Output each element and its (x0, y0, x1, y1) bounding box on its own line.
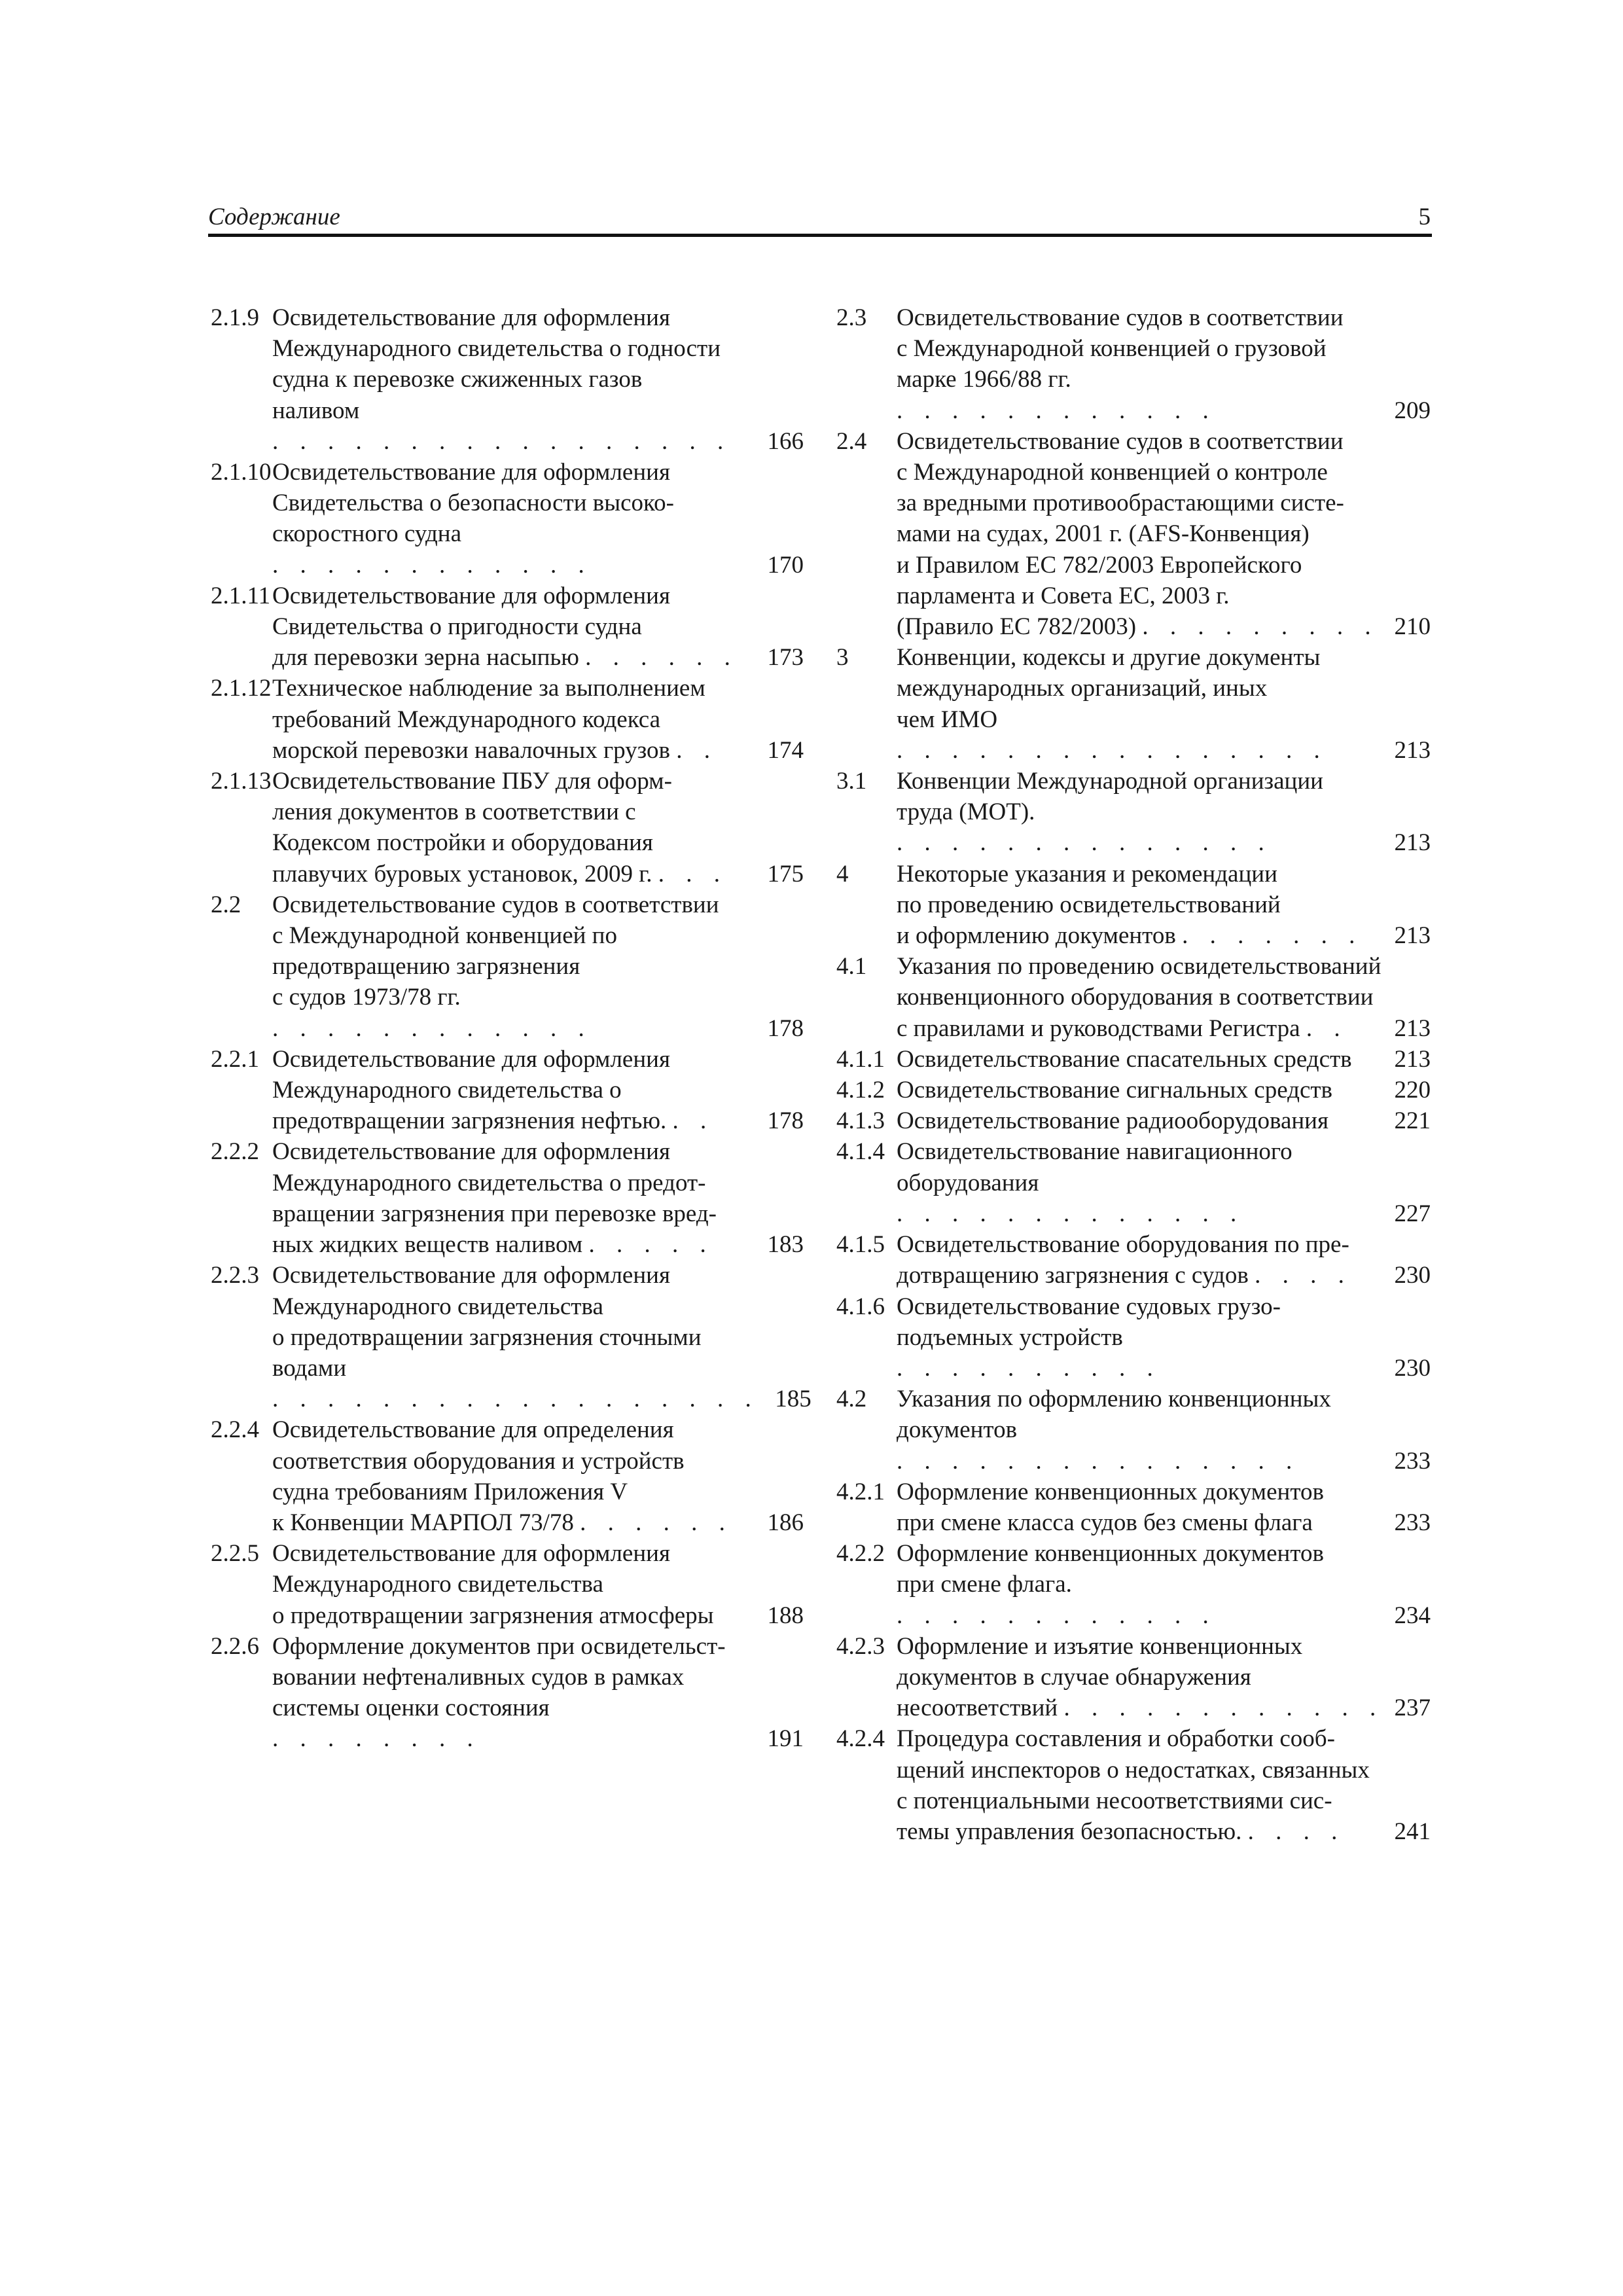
toc-entry-number: 2.1.12 (211, 675, 272, 702)
dot-leader: . . (672, 1107, 715, 1135)
toc-entry-title-wrap (897, 859, 1391, 952)
toc-entry-title: Освидетельствование для оформления Свидетельства о безопасности высоко- скоростного судна (272, 459, 674, 548)
toc-entry-page: 166 (767, 427, 804, 455)
toc-entry-number: 2.1.9 (211, 304, 259, 331)
toc-entry[interactable] (211, 1136, 804, 1260)
toc-entry-number: 4 (836, 860, 849, 888)
toc-entry-title-wrap (897, 1291, 1391, 1384)
toc-entry-page: 191 (767, 1725, 804, 1753)
toc-entry[interactable] (836, 1477, 1431, 1538)
running-head (208, 200, 1431, 234)
toc-entry-number: 4.2 (836, 1386, 867, 1413)
toc-entry-number: 2.2.3 (211, 1262, 259, 1289)
toc-entry[interactable] (211, 1538, 804, 1631)
toc-left-column (211, 302, 812, 1755)
toc-entry-title: Освидетельствование навигационного оборудования (897, 1138, 1293, 1196)
toc-entry-number: 4.2.4 (836, 1725, 885, 1753)
toc-entry-title: Освидетельствование для определения соответствия оборудования и устройств судна требованиям Приложения V к Конвенции МАРПОЛ 73/78 (272, 1416, 685, 1536)
toc-entry-title: Освидетельствование сигнальных средств (897, 1077, 1333, 1104)
toc-entry-number: 2.2.1 (211, 1045, 259, 1073)
toc-entry-number: 4.1.4 (836, 1138, 885, 1166)
toc-entry-title-wrap (897, 1229, 1391, 1291)
toc-entry[interactable] (836, 766, 1431, 859)
dot-leader: . . . . . . . . . . . . . (897, 1200, 1245, 1227)
dot-leader: . . . . . . . . . . . . (897, 1602, 1217, 1629)
dot-leader: . . . . . . . . . . . . . . . (897, 1447, 1300, 1475)
toc-entry-title-wrap (897, 1538, 1391, 1631)
toc-entry[interactable] (836, 1538, 1431, 1631)
dot-leader: . . . . . . . . . (1142, 613, 1379, 641)
dot-leader: . . . . . . . . . . . . . . . . . (272, 427, 732, 455)
toc-entry-page: 175 (767, 860, 804, 888)
dot-leader: . . . . . . . . (272, 1725, 481, 1753)
toc-entry-title: Оформление конвенционных документов при смене класса судов без смены флага (897, 1478, 1324, 1536)
toc-entry-page: 178 (767, 1014, 804, 1042)
dot-leader: . . . . (1255, 1262, 1352, 1289)
toc-entry-number: 4.1.2 (836, 1077, 885, 1104)
toc-entry-title: Указания по оформлению конвенционных документов (897, 1386, 1331, 1444)
toc-entry-number: 2.2 (211, 891, 241, 918)
toc-entry-page: 227 (1394, 1200, 1431, 1227)
toc-entry-title: Конвенции, кодексы и другие документы международных организаций, иных чем ИМО (897, 644, 1321, 733)
toc-entry-number: 3.1 (836, 768, 867, 795)
toc-right-column (836, 302, 1431, 1847)
toc-entry-title-wrap (897, 642, 1391, 766)
header-rule (208, 234, 1432, 237)
toc-entry-title-wrap (897, 1631, 1391, 1724)
toc-entry-title-wrap (272, 302, 751, 457)
dot-leader: . . (1306, 1014, 1348, 1042)
dot-leader: . . . . . . . . . . . . . . (897, 829, 1272, 857)
toc-entry-page: 186 (767, 1509, 804, 1536)
toc-entry-number: 4.1.5 (836, 1231, 885, 1259)
toc-entry-number: 2.1.10 (211, 459, 272, 486)
toc-entry[interactable] (211, 1414, 804, 1538)
toc-entry[interactable] (836, 642, 1431, 766)
toc-entry[interactable] (836, 1075, 1431, 1105)
toc-entry-page: 220 (1394, 1077, 1431, 1104)
toc-entry-number: 3 (836, 644, 849, 672)
toc-entry-number: 4.1.3 (836, 1107, 885, 1135)
toc-entry-title: Некоторые указания и рекомендации по проведению освидетельствований и оформлению документов (897, 860, 1281, 950)
toc-entry-title: Оформление и изъятие конвенционных документов в случае обнаружения несоответствий (897, 1632, 1303, 1722)
toc-entry-number: 4.2.2 (836, 1540, 885, 1568)
toc-entry[interactable] (836, 426, 1431, 642)
toc-entry-title-wrap (272, 581, 751, 673)
toc-entry-number: 2.4 (836, 427, 867, 455)
toc-entry-page: 233 (1394, 1447, 1431, 1475)
toc-entry-title: Освидетельствование для оформления Международного свидетельства о годности судна к перевозке сжиженных газов наливом (272, 304, 721, 424)
toc-entry-title: Освидетельствование для оформления Международного свидетельства о предотвращении загрязнения нефтью. (272, 1045, 670, 1135)
toc-entry-title-wrap (272, 1136, 751, 1260)
toc-entry-title: Оформление документов при освидетельст- вовании нефтеналивных судов в рамках системы оценки состояния (272, 1632, 726, 1722)
toc-entry-page: 230 (1394, 1354, 1431, 1382)
toc-entry-page: 209 (1394, 397, 1431, 424)
toc-entry-title-wrap (272, 457, 751, 581)
toc-entry-page: 183 (767, 1231, 804, 1259)
toc-entry-page: 237 (1394, 1695, 1431, 1722)
toc-entry-title-wrap (897, 302, 1391, 426)
toc-entry-number: 2.1.11 (211, 582, 271, 609)
toc-entry[interactable] (836, 1384, 1431, 1477)
toc-entry-number: 2.2.4 (211, 1416, 259, 1444)
dot-leader: . . . . . . (580, 1509, 733, 1536)
toc-entry-page: 170 (767, 551, 804, 579)
toc-entry-title: Освидетельствование судовых грузо- подъемных устройств (897, 1293, 1281, 1351)
dot-leader: . . . . (1247, 1818, 1346, 1845)
toc-entry-title-wrap (272, 1260, 759, 1414)
toc-entry-title-wrap (897, 1723, 1391, 1847)
dot-leader: . . . . . (588, 1231, 714, 1259)
toc-entry[interactable] (211, 302, 804, 457)
toc-entry-title: Техническое наблюдение за выполнением требований Международного кодекса морской перевозки навалочных грузов (272, 675, 705, 764)
toc-entry-page: 213 (1394, 736, 1431, 764)
toc-entry[interactable] (836, 859, 1431, 952)
toc-entry-number: 2.2.2 (211, 1138, 259, 1166)
toc-entry-title: Освидетельствование для оформления Международного свидетельства о предотвращении загрязнения атмосферы (272, 1540, 714, 1629)
dot-leader: . . . . . . . . . . . . . . . . . . (272, 1386, 759, 1413)
toc-entry-title: Освидетельствование для оформления Международного свидетельства о предотвращении загрязнения сточными водами (272, 1262, 702, 1382)
toc-entry[interactable] (211, 1044, 804, 1137)
page-number: 5 (1418, 204, 1431, 230)
dot-leader: . . . . . . . . . . . . . . . . (897, 736, 1328, 764)
toc-entry-title: Освидетельствование оборудования по пре- дотвращению загрязнения с судов (897, 1231, 1349, 1289)
toc-entry[interactable] (836, 1229, 1431, 1291)
toc-entry-title: Освидетельствование судов в соответствии с Международной конвенцией по предотвращению загрязнения с судов 1973/78 гг. (272, 891, 719, 1011)
toc-entry-title: Оформление конвенционных документов при смене флага. (897, 1540, 1324, 1598)
toc-entry-number: 2.3 (836, 304, 867, 331)
toc-entry-page: 188 (767, 1602, 804, 1629)
toc-entry-title-wrap (272, 1631, 751, 1755)
dot-leader: . . . . . . . . . . . . (897, 397, 1217, 424)
toc-entry-title-wrap (272, 1538, 751, 1631)
toc-entry[interactable] (836, 1631, 1431, 1724)
toc-entry-title-wrap (897, 1136, 1391, 1229)
dot-leader: . . . . . . . . . . (897, 1354, 1161, 1382)
toc-entry-title: Процедура составления и обработки сооб- щений инспекторов о недостатках, связанных с потенциальными несоответствиями сис- темы управления безопасностью. (897, 1725, 1370, 1845)
toc-entry-number: 4.2.1 (836, 1478, 885, 1505)
toc-entry-title-wrap (272, 1044, 751, 1137)
toc-entry-number: 2.2.6 (211, 1632, 259, 1660)
toc-entry-title: Конвенции Международной организации труда (МОТ). (897, 768, 1323, 826)
running-title: Содержание (208, 204, 340, 230)
toc-entry[interactable] (836, 1291, 1431, 1384)
toc-entry[interactable] (211, 457, 804, 581)
toc-entry-page: 233 (1394, 1509, 1431, 1536)
toc-entry[interactable] (211, 1631, 804, 1755)
toc-entry-title: Освидетельствование для оформления Свидетельства о пригодности судна для перевозки зерна насыпью (272, 582, 670, 672)
toc-entry-title-wrap (272, 1414, 751, 1538)
toc-entry-number: 2.1.13 (211, 768, 272, 795)
toc-entry-title-wrap (897, 426, 1391, 642)
toc-entry[interactable] (836, 1105, 1431, 1136)
toc-entry-number: 2.2.5 (211, 1540, 259, 1568)
toc-entry-title-wrap (272, 673, 751, 766)
toc-entry-page: 213 (1394, 922, 1431, 950)
toc-entry-title: Указания по проведению освидетельствований конвенционного оборудования в соответствии с правилами и руководствами Регистра (897, 953, 1382, 1042)
toc-entry-page: 241 (1394, 1818, 1431, 1845)
toc-entry-title: Освидетельствование радиооборудования (897, 1107, 1329, 1135)
toc-entry-title-wrap (272, 766, 751, 889)
toc-entry-title: Освидетельствование судов в соответствии с Международной конвенцией о грузовой марке 1966/88 гг. (897, 304, 1344, 393)
toc-entry-page: 185 (775, 1386, 812, 1413)
dot-leader: . . . . . . . . . . . . (1063, 1695, 1384, 1722)
toc-entry-title: Освидетельствование ПБУ для оформ- ления документов в соответствии с Кодексом постройки и оборудования плавучих буровых установок, 2009 г. (272, 768, 672, 888)
toc-entry[interactable] (211, 889, 804, 1044)
dot-leader: . . (676, 736, 719, 764)
toc-entry-title-wrap (897, 1075, 1391, 1105)
toc-entry[interactable] (836, 302, 1431, 426)
toc-entry-page: 230 (1394, 1262, 1431, 1289)
toc-entry[interactable] (211, 673, 804, 766)
toc-entry[interactable] (211, 581, 804, 673)
dot-leader: . . . (658, 860, 728, 888)
toc-entry-page: 213 (1394, 1045, 1431, 1073)
toc-entry-page: 173 (767, 644, 804, 672)
dot-leader: . . . . . . . . . . . . (272, 1014, 592, 1042)
toc-entry[interactable] (211, 766, 804, 889)
toc-entry[interactable] (836, 951, 1431, 1044)
toc-entry[interactable] (836, 1044, 1431, 1075)
toc-entry-page: 174 (767, 736, 804, 764)
toc-entry-title-wrap (272, 889, 751, 1044)
toc-entry-page: 213 (1394, 1014, 1431, 1042)
toc-entry-title-wrap (897, 1384, 1391, 1477)
toc-entry-title-wrap (897, 951, 1391, 1044)
toc-entry-page: 234 (1394, 1602, 1431, 1629)
toc-entry-title: Освидетельствование судов в соответствии с Международной конвенцией о контроле за вредными противообрастающими систе- мами на судах, 2001 г. (AFS-Конвенция) и Правилом ЕС 782/2003 Европейского парламента и Совета ЕС, 2003 г. (Правило ЕС 782/2003) (897, 427, 1344, 641)
toc-entry[interactable] (211, 1260, 812, 1414)
dot-leader: . . . . . . . . . . . . (272, 551, 592, 579)
toc-entry-title-wrap (897, 1044, 1391, 1075)
toc-entry-title: Освидетельствование для оформления Международного свидетельства о предот- вращении загрязнения при перевозке вред- ных жидких веществ наливом (272, 1138, 717, 1259)
toc-entry-title: Освидетельствование спасательных средств (897, 1045, 1352, 1073)
toc-entry-page: 221 (1394, 1107, 1431, 1135)
toc-entry[interactable] (836, 1723, 1431, 1847)
toc-entry-page: 213 (1394, 829, 1431, 857)
toc-entry-number: 4.1.6 (836, 1293, 885, 1320)
dot-leader: . . . . . . (585, 644, 738, 672)
toc-entry-number: 4.1.1 (836, 1045, 885, 1073)
toc-entry-title-wrap (897, 1477, 1391, 1538)
toc-entry-number: 4.2.3 (836, 1632, 885, 1660)
dot-leader: . . . . . . . (1182, 922, 1363, 950)
toc-entry[interactable] (836, 1136, 1431, 1229)
toc-entry-title-wrap (897, 1105, 1391, 1136)
toc-entry-page: 178 (767, 1107, 804, 1135)
toc-entry-page: 210 (1394, 613, 1431, 641)
toc-entry-number: 4.1 (836, 953, 867, 980)
toc-entry-title-wrap (897, 766, 1391, 859)
